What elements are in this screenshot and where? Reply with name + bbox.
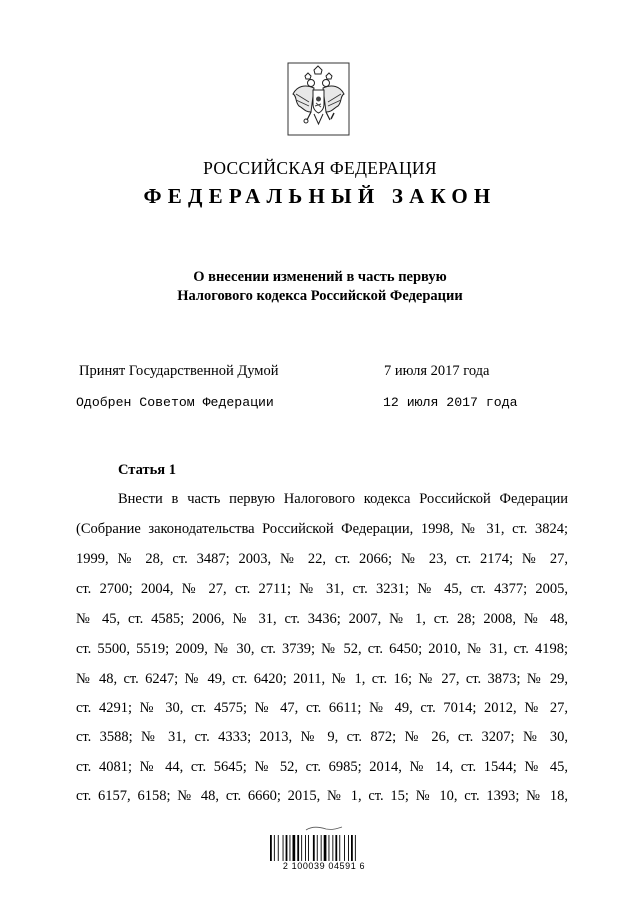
law-title-line-2: Налогового кодекса Российской Федерации <box>177 288 463 304</box>
coat-of-arms-emblem <box>287 62 350 136</box>
article-text-line: Внести в часть первую Налогового кодекса Российской Федерации <box>118 491 568 507</box>
law-title-line-1: О внесении изменений в часть первую <box>193 269 447 285</box>
country-name: РОССИЙСКАЯ ФЕДЕРАЦИЯ <box>203 158 437 178</box>
barcode-number: 2 100039 04591 6 <box>262 861 386 871</box>
law-title <box>0 268 640 306</box>
article-text-line: ст. 2700; 2004, № 27, ст. 2711; № 31, ст. 3231; № 45, ст. 4377; 2005, <box>76 581 568 597</box>
article-text-line: 1999, № 28, ст. 3487; 2003, № 22, ст. 2066; № 23, ст. 2174; № 27, <box>76 551 568 567</box>
article-text-line: ст. 3588; № 31, ст. 4333; 2013, № 9, ст. 872; № 26, ст. 3207; № 30, <box>76 729 568 745</box>
article-text-line: ст. 5500, 5519; 2009, № 30, ст. 3739; № 52, ст. 6450; 2010, № 31, ст. 4198; <box>76 641 568 657</box>
article-text-line: ст. 6157, 6158; № 48, ст. 6660; 2015, № 1, ст. 15; № 10, ст. 1393; № 18, <box>76 788 568 804</box>
duma-adoption-label: Принят Государственной Думой <box>79 363 279 379</box>
council-approval-date: 12 июля 2017 года <box>383 395 518 410</box>
barcode <box>268 826 380 881</box>
document-type-heading: ФЕДЕРАЛЬНЫЙ ЗАКОН <box>143 184 497 208</box>
article-text-line: (Собрание законодательства Российской Федерации, 1998, № 31, ст. 3824; <box>76 521 568 537</box>
article-text-line: № 45, ст. 4585; 2006, № 31, ст. 3436; 2007, № 1, ст. 28; 2008, № 48, <box>76 611 568 627</box>
council-approval-label: Одобрен Советом Федерации <box>76 395 274 410</box>
article-text-line: ст. 4291; № 30, ст. 4575; № 47, ст. 6611; № 49, ст. 7014; 2012, № 27, <box>76 700 568 716</box>
article-heading: Статья 1 <box>118 462 176 478</box>
article-text-line: № 48, ст. 6247; № 49, ст. 6420; 2011, № 1, ст. 16; № 27, ст. 3873; № 29, <box>76 671 568 687</box>
duma-adoption-date: 7 июля 2017 года <box>384 363 490 379</box>
article-text-line: ст. 4081; № 44, ст. 5645; № 52, ст. 6985; 2014, № 14, ст. 1544; № 45, <box>76 759 568 775</box>
